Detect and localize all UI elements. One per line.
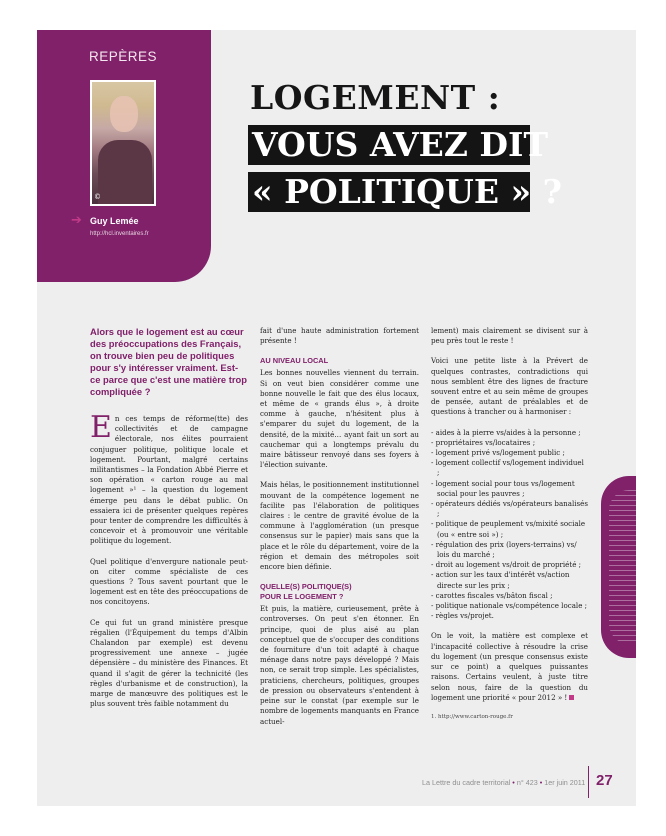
author-face xyxy=(110,96,138,132)
end-mark-icon xyxy=(569,695,574,700)
list-item: - politique nationale vs/compétence locale ; xyxy=(431,601,588,611)
article-paragraph: Ce qui fut un grand ministère presque régalien (l'Équipement du temps d'Albin Chalandon par exemple) est devenu progressivement une annexe – jugée dépensière – du ministère des Finances. Et quand il s'agit de gérer la technicité (les règles d'urbanisme et de construction), la marge de manœuvre des politiques est le plus souvent très faible notamment du xyxy=(90,617,248,709)
title-line-2: VOUS AVEZ DIT xyxy=(248,125,530,165)
article-column-2 xyxy=(260,326,419,737)
page-number: 27 xyxy=(596,772,613,789)
article-paragraph: Quel politique d'envergure nationale peut-on citer comme spécialiste de ces questions ? Tous savent pourtant que le logement est en tête des préoccupations de nos concitoyens. xyxy=(90,556,248,607)
photo-credit-mark: © xyxy=(94,193,101,201)
article-intro: Alors que le logement est au cœur des préoccupations des Français, on trouve bien peu de politiques pour s'y intéresser vraiment. Est-ce parce que c'est une matière trop compliquée ? xyxy=(90,326,247,397)
list-item: - action sur les taux d'intérêt vs/action directe sur les prix ; xyxy=(431,570,570,590)
paragraph-text: On le voit, la matière est complexe et l'incapacité collective à résoudre la crise du logement (un presque consensus existe sur ce point) a quelques puissantes raisons. Certains veulent, à juste titre selon nous, faire de la question du logement une priorité « pour 2012 » ! xyxy=(431,631,588,702)
section-label: REPÈRES xyxy=(89,49,158,64)
author-url[interactable]: http://hcl.inventaires.fr xyxy=(90,231,149,237)
article-paragraph: Les bonnes nouvelles viennent du terrain. Si on veut bien considérer comme une bonne nouvelle le fait que des élus locaux, et même de « grands élus », à droite comme à gauche, n'hésitent plus à s'emparer du sujet du logement, de la densité, de la mixité… ayant fait un sort au cauchemar qui a longtemps prévalu du maire bâtisseur renvoyé dans ses foyers à l'élection suivante. xyxy=(260,368,419,470)
author-photo xyxy=(90,80,156,206)
list-item: - règles vs/projet. xyxy=(431,611,494,621)
list-item: - politique de peuplement vs/mixité sociale (ou « entre soi ») ; xyxy=(431,519,586,539)
footer-issue: n° 423 xyxy=(516,778,538,787)
footnote: 1. http://www.carton-rouge.fr xyxy=(431,713,513,720)
article-paragraph: fait d'une haute administration fortement présente ! xyxy=(260,326,419,346)
list-item: - logement social pour tous vs/logement social pour les pauvres ; xyxy=(431,478,575,498)
footer-date: 1er juin 2011 xyxy=(544,778,586,787)
footer-bullet: • xyxy=(539,778,543,787)
article-column-1 xyxy=(90,326,248,719)
subheading-politiques xyxy=(260,582,419,602)
list-item: - logement collectif vs/logement individuel ; xyxy=(431,458,584,478)
article-paragraph xyxy=(431,631,588,702)
list-item: - propriétaires vs/locataires ; xyxy=(431,437,536,447)
footer-bullet: • xyxy=(512,778,515,787)
subheading-local: AU NIVEAU LOCAL xyxy=(260,356,329,366)
footer-publication: La Lettre du cadre territorial xyxy=(422,778,511,787)
article-paragraph: lement) mais clairement se divisent sur à peu près tout le reste ! xyxy=(431,326,588,346)
footer-divider xyxy=(588,766,589,798)
list-item: - opérateurs dédiés vs/opérateurs banalisés ; xyxy=(431,499,588,519)
title-line-1: LOGEMENT : xyxy=(250,78,501,117)
list-item: - logement privé vs/logement public ; xyxy=(431,448,565,458)
article-column-3 xyxy=(431,326,588,721)
list-item: - droit au logement vs/droit de propriété ; xyxy=(431,560,582,570)
drop-cap: E xyxy=(90,410,112,445)
page-footer xyxy=(422,778,585,787)
author-body xyxy=(98,140,152,206)
author-name: Guy Lemée xyxy=(90,216,139,226)
subheading-line: POUR LE LOGEMENT ? xyxy=(260,592,344,602)
list-item: - carottes fiscales vs/bâton fiscal ; xyxy=(431,590,553,600)
list-item: - aides à la pierre vs/aides à la personne ; xyxy=(431,427,581,437)
subheading-line: QUELLE(S) POLITIQUE(S) xyxy=(260,582,352,592)
article-paragraph xyxy=(90,410,248,547)
arrow-right-icon: ➔ xyxy=(71,213,82,228)
list-item: - régulation des prix (loyers-terrains) vs/ lois du marché ; xyxy=(431,539,577,560)
article-paragraph: Et puis, la matière, curieusement, prête à controverses. On peut s'en étonner. En principe, quoi de plus aisé au plan conceptuel que de s'occuper des conditions de fourniture d'un toit adapté à chaque ménage dans notre pays développé ? Mais non, ce serait trop simple. Les spécialistes, praticiens, chercheurs, politiques, groupes de pression ou observateurs s'entendent à peine sur le constat (par exemple sur le nombre de logements manquants en France actuel- xyxy=(260,604,419,726)
decorative-side-tab xyxy=(601,476,636,658)
article-paragraph: Voici une petite liste à la Prévert de quelques contrastes, contradictions qui nous semblent être des lignes de fracture souvent entre et au sein même de groupes de pensée, autant de préalables et de questions à trancher ou à harmoniser : xyxy=(431,356,588,417)
paragraph-text: n ces temps de réforme(tte) des collectivités et de campagne électorale, nos élites pourraient conjuguer politique, politique locale et logement. Pourtant, malgré certains militantismes – la Fondation Abbé Pierre et son opération « carton rouge au mal logement »¹ – la question du logement émerge peu dans le débat public. On essaiera ici de présenter quelques repères pour tenter de comprendre les difficultés à concevoir et à promouvoir une véritable politique du logement. xyxy=(90,414,248,546)
article-paragraph: Mais hélas, le positionnement institutionnel mouvant de la compétence logement ne facilite pas l'élaboration de politiques claires : le centre de gravité évolue de la commune à l'agglomération (un presque consensus sur le papier) mais sans que la place et le rôle du département, voire de la région et demain des métropoles soit encore bien définie. xyxy=(260,480,419,572)
contrast-list xyxy=(431,428,588,622)
title-line-3: « POLITIQUE » ? xyxy=(248,172,530,212)
